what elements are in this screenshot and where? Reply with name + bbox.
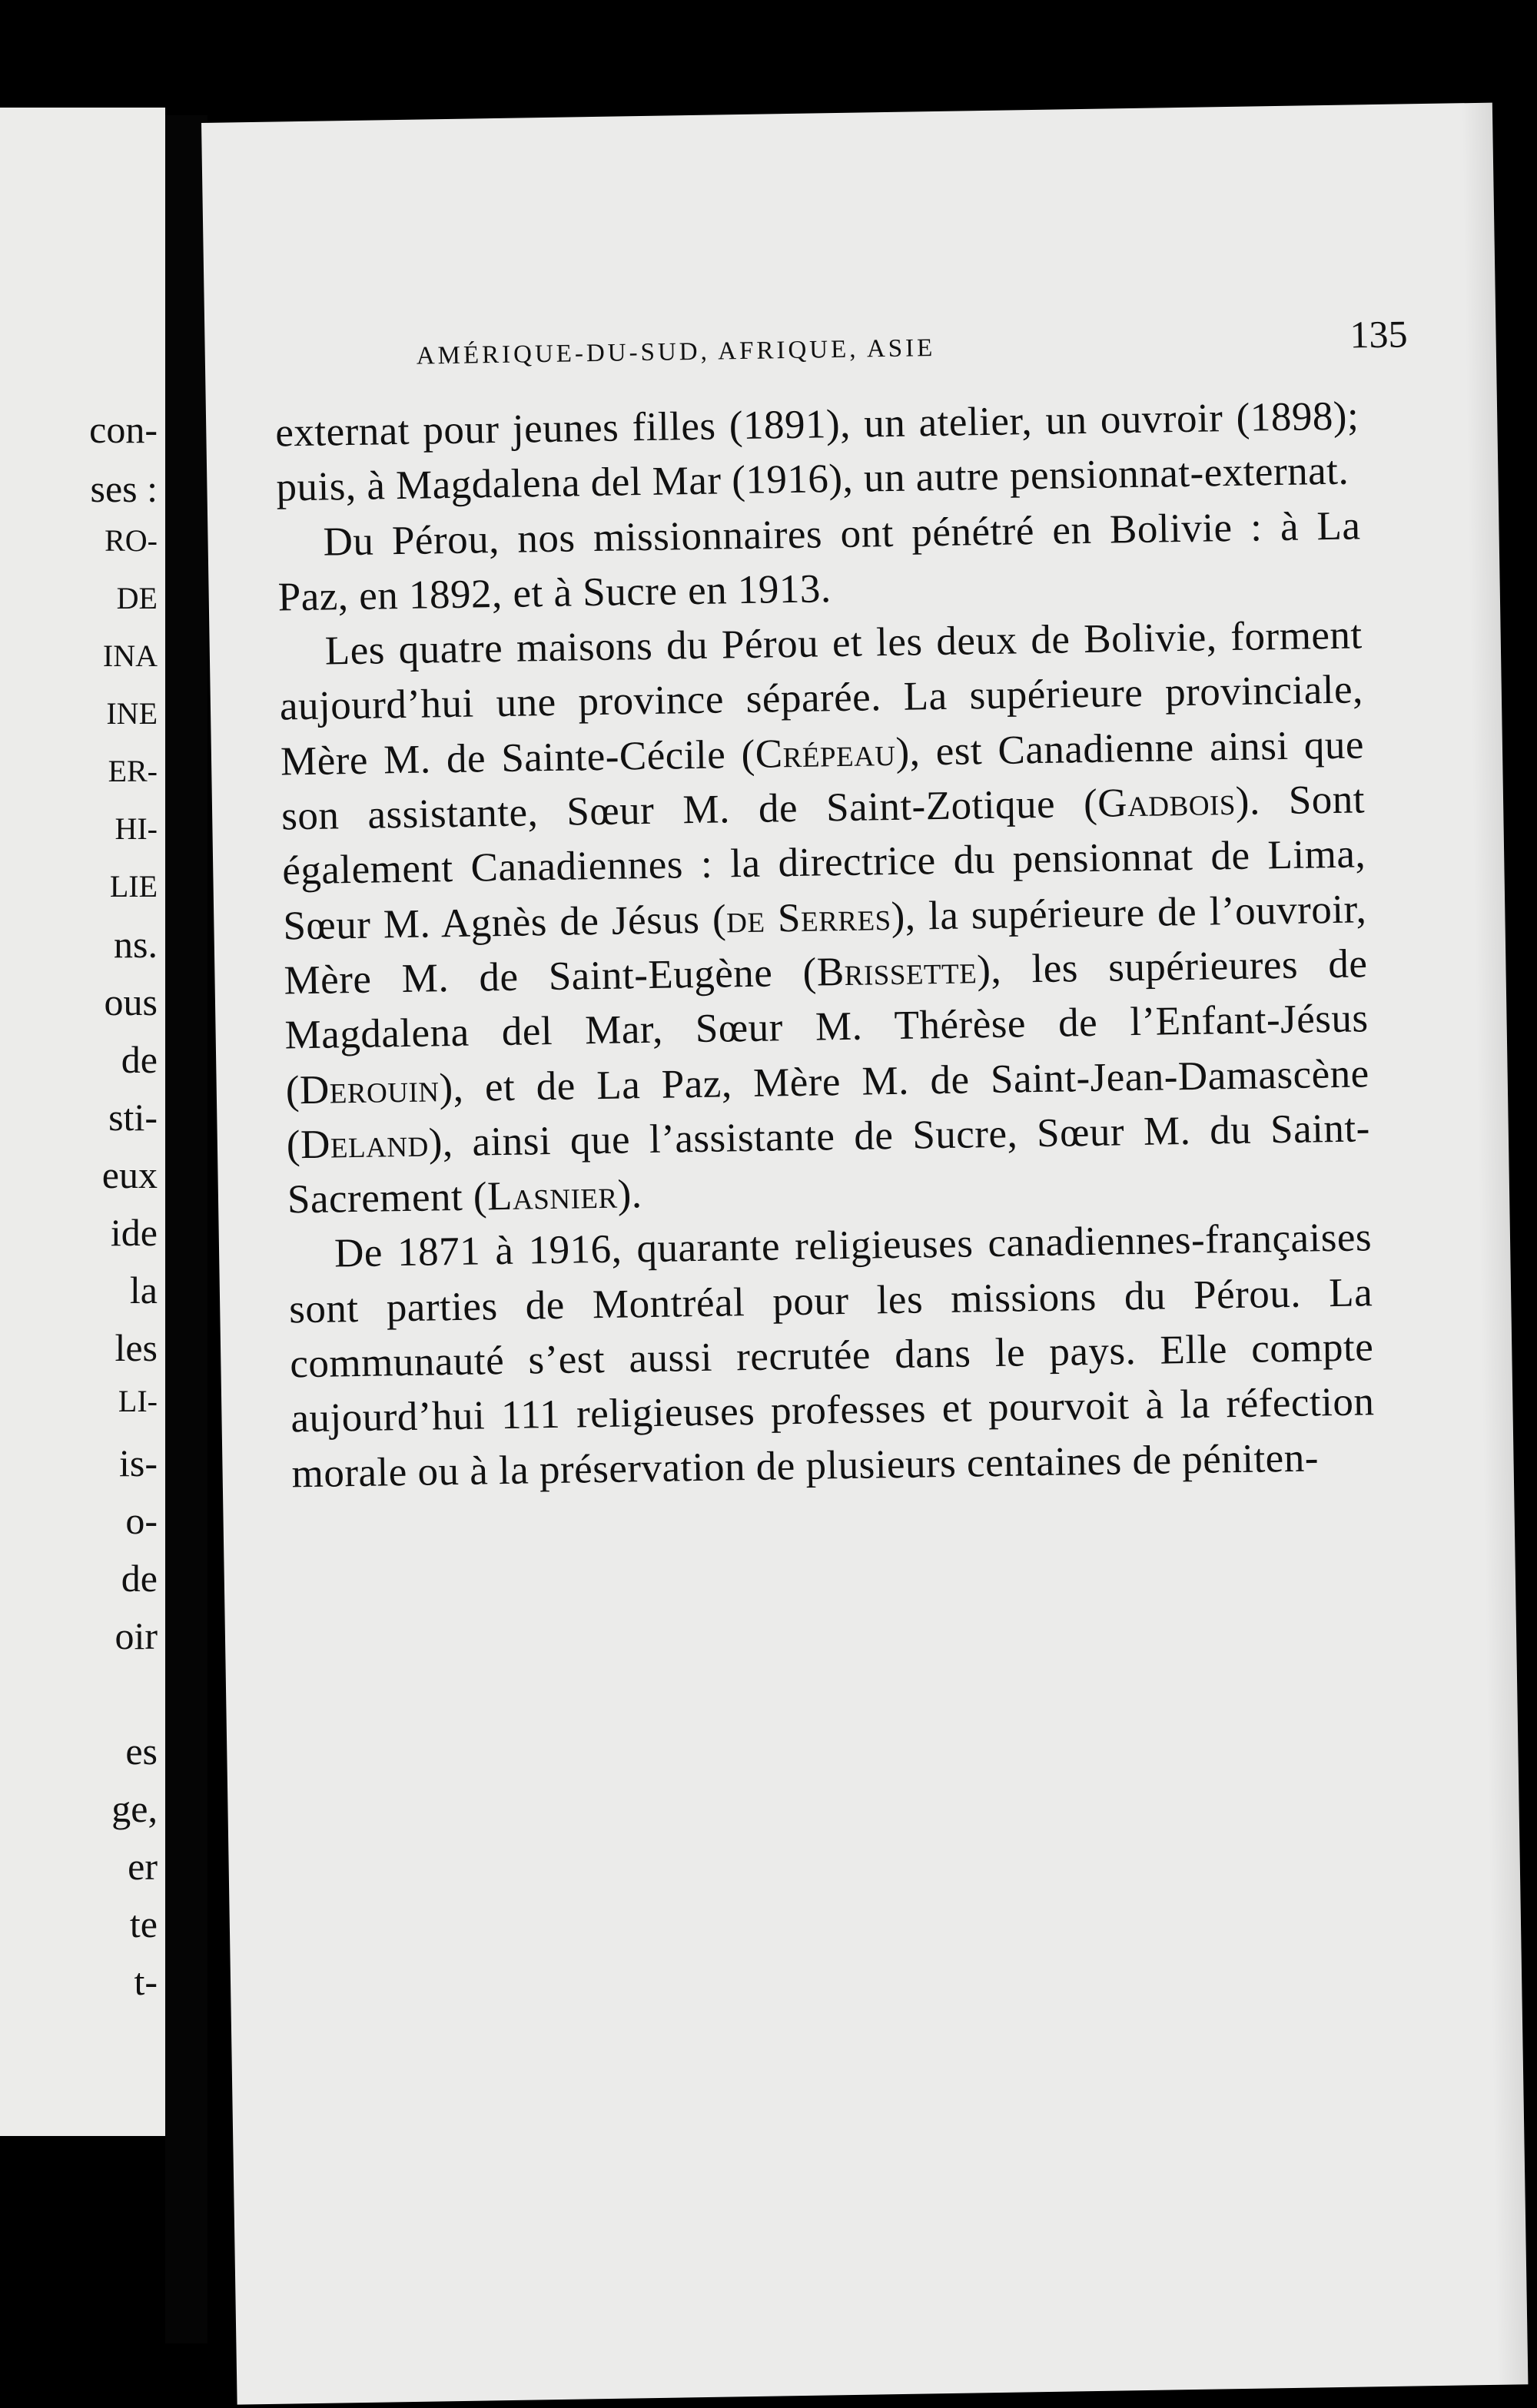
paragraph: Du Pérou, nos missionnaires ont pénétré en Bolivie : à La Paz, en 1892, et à Sucre en 1913.: [277, 502, 1361, 620]
surname: Brissette: [816, 947, 978, 995]
left-page-line: de: [121, 1038, 158, 1081]
paragraph-text: ).: [617, 1172, 642, 1217]
left-page-line: t-: [134, 1960, 158, 2003]
left-page-line: eux: [101, 1153, 158, 1196]
facing-page-fragment: [0, 108, 165, 2136]
left-page-line: is-: [119, 1441, 158, 1484]
body-text: [275, 389, 1376, 1501]
surname: Crépeau: [755, 729, 896, 777]
left-page-line: la: [129, 1269, 158, 1312]
left-page-line: INE: [106, 696, 158, 731]
paragraph-text: ), la supérieure de l’ouvroir, Mère M. de Saint-Eugène (: [284, 886, 1367, 1003]
left-page-line: de: [121, 1557, 158, 1600]
surname: Derouin: [299, 1065, 440, 1113]
surname: Deland: [300, 1120, 430, 1167]
left-page-line: con-: [89, 408, 158, 451]
left-page-line: ns.: [114, 923, 158, 966]
left-page-line: DE: [116, 581, 158, 615]
running-header: [416, 311, 1408, 380]
left-page-line: oir: [115, 1614, 158, 1657]
left-page-line: o-: [125, 1499, 158, 1542]
surname: Gadbois: [1097, 779, 1237, 826]
left-page-line: ide: [110, 1211, 158, 1254]
page-edge-shadow: [1462, 103, 1529, 2385]
left-page-line: ge,: [111, 1787, 158, 1830]
left-page-line: es: [125, 1730, 158, 1773]
surname: Lasnier: [486, 1172, 619, 1219]
left-page-line: RO-: [105, 523, 158, 558]
left-page-line: les: [115, 1326, 158, 1369]
left-page-line: INA: [102, 638, 158, 673]
page-number: 135: [1349, 312, 1408, 357]
paragraph-text: ), est Canadienne ainsi que son assistante, Sœur M. de Saint-Zotique (: [281, 722, 1365, 839]
left-page-line: er: [128, 1845, 158, 1888]
left-page-line: sti-: [108, 1096, 158, 1139]
left-page-line: ER-: [108, 754, 158, 788]
book-spine-shadow: [165, 115, 207, 2343]
paragraph: De 1871 à 1916, quarante religieuses canadiennes-françaises sont parties de Montréal pour les missions du Pérou. La communauté s’est aussi recrutée dans le pays. Elle compte aujourd’hui 111 religieuses professes et pourvoit à la réfection morale ou à la préservation de plusieurs centaines de péniten-: [288, 1215, 1375, 1497]
left-page-line: HI-: [115, 811, 158, 846]
paragraph-text: ), les supérieures de Magdalena del Mar, Sœur M. Thérèse de l’Enfant-Jésus (: [284, 941, 1369, 1113]
left-page-line: LIE: [109, 869, 158, 904]
left-page-line: LI-: [118, 1384, 158, 1418]
left-page-line: ous: [104, 980, 158, 1023]
book-page: [201, 103, 1528, 2405]
left-page-line: te: [129, 1902, 158, 1945]
paragraph: externat pour jeunes filles (1891), un atelier, un ouvroir (1898); puis, à Magdalena del Mar (1916), un autre pensionnat-externat.: [274, 393, 1359, 510]
paragraph-text: ), et de La Paz, Mère M. de Saint-Jean-Damascène (: [286, 1050, 1370, 1168]
paragraph-text: ). Sont également Canadiennes : la directrice du pensionnat de Lima, Sœur M. Agnès de Jésus (: [281, 777, 1366, 949]
left-page-line: ses :: [90, 467, 158, 510]
surname: de Serres: [725, 894, 892, 942]
paragraph-text: Les quatre maisons du Pérou et les deux de Bolivie, forment aujourd’hui une province séparée. La supérieure provinciale, Mère M. de Sainte-Cécile (: [279, 612, 1364, 784]
running-title: AMÉRIQUE-DU-SUD, AFRIQUE, ASIE: [416, 334, 936, 370]
paragraph: [278, 609, 1371, 1228]
paragraph-text: ), ainsi que l’assistante de Sucre, Sœur M. du Saint-Sacrement (: [287, 1106, 1371, 1222]
